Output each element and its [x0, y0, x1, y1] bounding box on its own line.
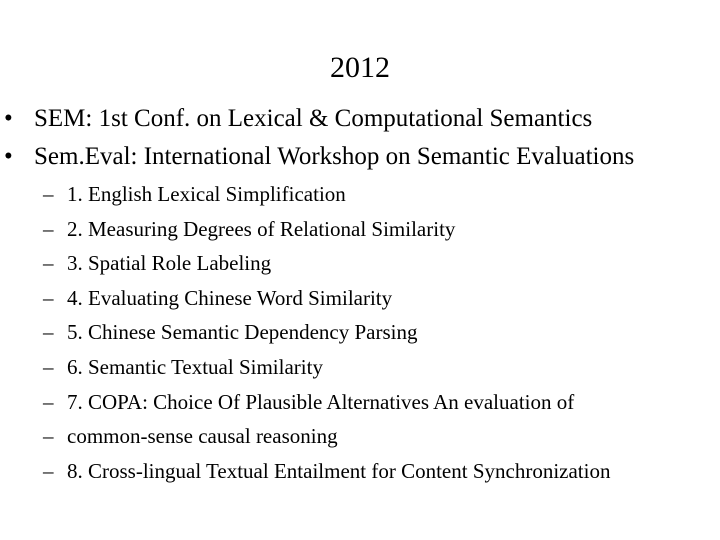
- dash-icon: –: [43, 354, 54, 379]
- task-list: [0, 177, 720, 488]
- task-text: 2. Measuring Degrees of Relational Similarity: [67, 216, 456, 241]
- bullet-item: [0, 100, 720, 138]
- dash-icon: –: [43, 285, 54, 310]
- task-item: [0, 177, 720, 212]
- bullet-item: [0, 138, 720, 176]
- task-item: [0, 419, 720, 454]
- task-text: 8. Cross-lingual Textual Entailment for Content Synchronization: [67, 458, 611, 483]
- task-text: 6. Semantic Textual Similarity: [67, 354, 323, 379]
- task-item: [0, 454, 720, 489]
- bullet-text: SEM: 1st Conf. on Lexical & Computational Semantics: [34, 105, 593, 132]
- task-text: common-sense causal reasoning: [67, 424, 338, 449]
- task-item: [0, 385, 720, 420]
- dash-icon: –: [43, 216, 54, 241]
- dash-icon: –: [43, 458, 54, 483]
- dash-icon: –: [43, 182, 54, 206]
- task-item: [0, 315, 720, 350]
- bullet-text: Sem.Eval: International Workshop on Semantic Evaluations: [34, 143, 635, 170]
- dash-icon: –: [43, 389, 54, 414]
- dash-icon: –: [43, 320, 54, 345]
- task-item: [0, 281, 720, 316]
- task-item: [0, 212, 720, 247]
- task-text: 5. Chinese Semantic Dependency Parsing: [67, 320, 418, 345]
- dash-icon: –: [43, 424, 54, 449]
- slide-title: 2012: [330, 51, 390, 84]
- bullet-icon: •: [4, 143, 13, 170]
- task-text: 1. English Lexical Simplification: [67, 182, 346, 206]
- dash-icon: –: [43, 251, 54, 276]
- bullet-icon: •: [4, 105, 13, 132]
- task-text: 7. COPA: Choice Of Plausible Alternatives An evaluation of: [67, 389, 575, 414]
- task-text: 3. Spatial Role Labeling: [67, 251, 272, 276]
- task-item: [0, 350, 720, 385]
- task-item: [0, 246, 720, 281]
- bullet-list: [0, 100, 720, 176]
- task-text: 4. Evaluating Chinese Word Similarity: [67, 285, 393, 310]
